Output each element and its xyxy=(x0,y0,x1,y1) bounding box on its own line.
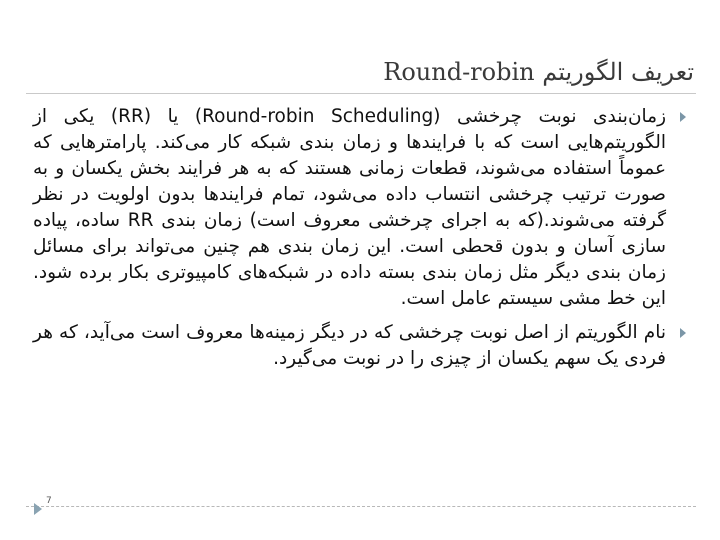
triangle-bullet-icon xyxy=(680,112,686,122)
slide-title: تعریف الگوریتم Round-robin xyxy=(383,58,694,86)
bullet-text: نام الگوریتم از اصل نوبت چرخشی که در دیگر زمینه‌ها معروف است می‌آید، که هر فردی یک سهم یکسان از چیزی را در نوبت می‌گیرد. xyxy=(33,322,666,369)
footer-triangle-icon xyxy=(34,503,42,515)
triangle-bullet-icon xyxy=(680,328,686,338)
slide-body xyxy=(33,104,688,380)
page-number: 7 xyxy=(46,496,52,506)
bullet-item xyxy=(33,320,688,372)
bullet-item xyxy=(33,104,688,312)
footer-divider xyxy=(26,506,696,507)
title-divider xyxy=(26,93,696,94)
bullet-text: زمان‌بندی نوبت چرخشی (Round-robin Scheduling) یا (RR) یکی از الگوریتم‌هایی است که با فرایندها و زمان بندی شبکه کار می‌کند. پارامترهایی که عموماً استفاده می‌شوند، قطعات زمانی هستند که به هر فرایند بخش یکسان و به صورت ترتیب چرخشی انتساب داده می‌شود، تمام فرایندها بدون اولویت در نظر گرفته می‌شوند.(که به اجرای چرخشی معروف است) زمان بندی RR ساده، پیاده سازی آسان و بدون قحطی است. این زمان بندی هم چنین می‌تواند برای مسائل زمان بندی دیگر مثل زمان بندی بسته داده در شبکه‌های کامپیوتری بکار برده شود. این خط مشی سیستم عامل است. xyxy=(33,106,667,309)
